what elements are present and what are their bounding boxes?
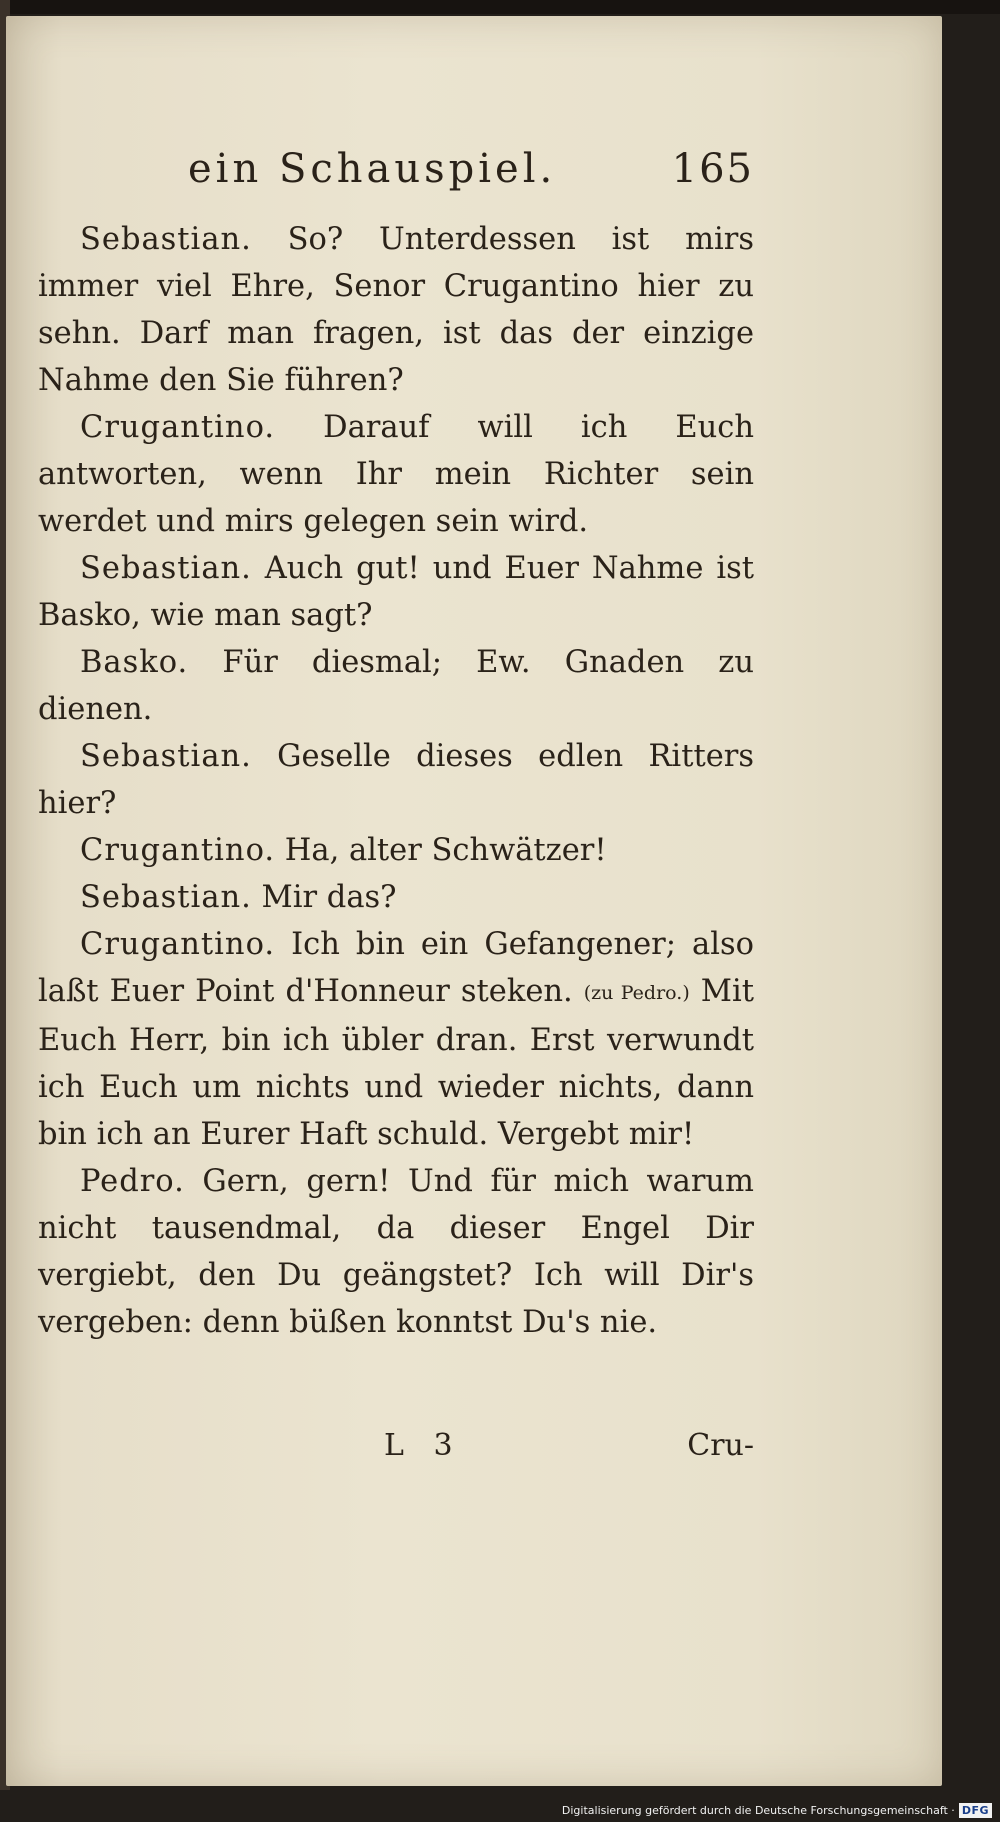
speaker-name: Crugantino.	[80, 833, 276, 868]
page-footer	[38, 1428, 754, 1488]
speaker-name: Crugantino.	[80, 410, 276, 445]
dialogue-paragraph	[38, 404, 754, 545]
signature-mark: L 3	[384, 1428, 463, 1463]
speaker-name: Sebastian.	[80, 880, 252, 915]
dfg-logo: DFG	[959, 1803, 992, 1818]
dialogue-text: Ich bin ein Gefangener; also laßt Euer Point d'Honneur steken.	[38, 927, 754, 1009]
dialogue-text: Ha, alter Schwätzer!	[284, 833, 607, 868]
dialogue-paragraph	[38, 921, 754, 1158]
dialogue-paragraph	[38, 545, 754, 639]
catchword: Cru-	[687, 1428, 754, 1463]
speaker-name: Basko.	[80, 645, 189, 680]
dialogue-text: Geselle dieses edlen Ritters hier?	[38, 739, 754, 821]
dialogue-paragraph	[38, 1158, 754, 1346]
dialogue-text: Darauf will ich Euch antworten, wenn Ihr mein Richter sein werdet und mirs gelegen sein wird.	[38, 410, 754, 539]
dialogue-text: Mir das?	[261, 880, 397, 915]
attribution-text: Digitalisierung gefördert durch die Deutsche Forschungsgemeinschaft ·	[561, 1804, 955, 1817]
speaker-name: Crugantino.	[80, 927, 276, 962]
running-title: ein Schauspiel.	[188, 146, 557, 192]
running-head	[38, 16, 754, 216]
dialogue-paragraph	[38, 733, 754, 827]
dialogue-paragraph	[38, 874, 754, 921]
book-page	[6, 16, 942, 1786]
body-text	[38, 216, 754, 1346]
dialogue-paragraph	[38, 827, 754, 874]
speaker-name: Sebastian.	[80, 551, 252, 586]
speaker-name: Pedro.	[80, 1164, 185, 1199]
dialogue-paragraph	[38, 639, 754, 733]
dialogue-text: Gern, gern! Und für mich warum nicht tausendmal, da dieser Engel Dir vergiebt, den Du geängstet? Ich will Dir's vergeben: denn büßen konntst Du's nie.	[38, 1164, 754, 1340]
speaker-name: Sebastian.	[80, 739, 252, 774]
dialogue-text: Für diesmal; Ew. Gnaden zu dienen.	[38, 645, 754, 727]
digitization-attribution	[562, 1803, 992, 1818]
scan-top-edge	[0, 0, 1000, 14]
speaker-name: Sebastian.	[80, 222, 252, 257]
page-content	[38, 16, 754, 1463]
dialogue-text: Auch gut! und Euer Nahme ist Basko, wie man sagt?	[38, 551, 754, 633]
stage-direction: (zu Pedro.)	[583, 982, 690, 1004]
dialogue-text: Mit Euch Herr, bin ich übler dran. Erst verwundt ich Euch um nichts und wieder nichts, dann bin ich an Eurer Haft schuld. Vergebt mir!	[38, 974, 754, 1152]
page-number: 165	[671, 146, 754, 192]
dialogue-text: So? Unterdessen ist mirs immer viel Ehre, Senor Crugantino hier zu sehn. Darf man fragen, ist das der einzige Nahme den Sie führen?	[38, 222, 754, 398]
dialogue-paragraph	[38, 216, 754, 404]
